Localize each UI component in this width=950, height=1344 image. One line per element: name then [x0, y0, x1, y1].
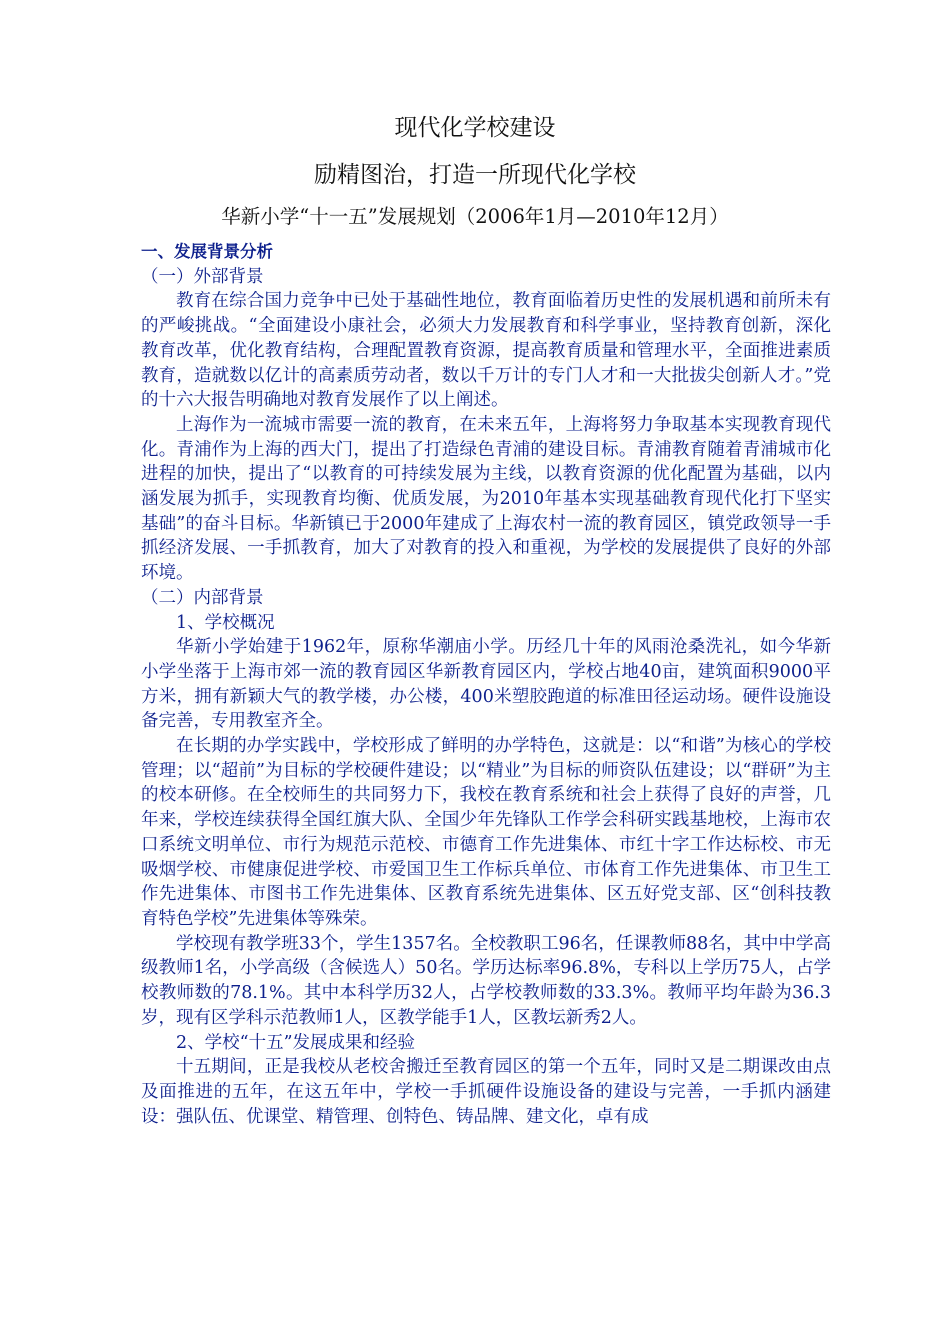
paragraph-achievements: 十五期间，正是我校从老校舍搬迁至教育园区的第一个五年，同时又是二期课改由点及面推进的五年，在这五年中，学校一手抓硬件设施设备的建设与完善，一手抓内涵建设：强队伍、优课堂、精管理、创特色、铸品牌、建文化，卓有成 — [141, 1057, 831, 1127]
plan-title: 华新小学“十一五”发展规划（2006年1月—2010年12月） — [221, 205, 729, 228]
paragraph-external-1: 教育在综合国力竞争中已处于基础性地位，教育面临着历史性的发展机遇和前所未有的严峻挑战。“全面建设小康社会，必须大力发展教育和科学事业，坚持教育创新，深化教育改革，优化教育结构，合理配置教育资源，提高教育质量和管理水平，全面推进素质教育，造就数以亿计的高素质劳动者，数以千万计的专门人才和一大批拔尖创新人才。”党的十六大报告明确地对教育发展作了以上阐述。 — [141, 291, 831, 411]
subsection-heading-external: （一）外部背景 — [141, 266, 264, 287]
item-heading-achievements: 2、学校“十五”发展成果和经验 — [176, 1032, 416, 1053]
document-subtitle: 励精图治，打造一所现代化学校 — [314, 162, 636, 188]
document-body — [141, 240, 831, 1129]
document-title: 现代化学校建设 — [394, 115, 556, 141]
section-heading-background: 一、发展背景分析 — [141, 242, 273, 261]
paragraph-external-2: 上海作为一流城市需要一流的教育，在未来五年，上海将努力争取基本实现教育现代化。青浦作为上海的西大门，提出了打造绿色青浦的建设目标。青浦教育随着青浦城市化进程的加快，提出了“以教育的可持续发展为主线，以教育资源的优化配置为基础，以内涵发展为抓手，实现教育均衡、优质发展，为2010年基本实现基础教育现代化打下坚实基础”的奋斗目标。华新镇已于2000年建成了上海农村一流的教育园区，镇党政领导一手抓经济发展、一手抓教育，加大了对教育的投入和重视，为学校的发展提供了良好的外部环境。 — [141, 414, 831, 584]
item-heading-school-overview: 1、学校概况 — [176, 612, 275, 633]
paragraph-school-overview: 华新小学始建于1962年，原称华潮庙小学。历经几十年的风雨沧桑洗礼，如今华新小学坐落于上海市郊一流的教育园区华新教育园区内，学校占地40亩，建筑面积9000平方米，拥有新颖大气的教学楼，办公楼，400米塑胶跑道的标准田径运动场。硬件设施设备完善，专用教室齐全。 — [141, 637, 831, 732]
paragraph-school-staff: 学校现有教学班33个，学生1357名。全校教职工96名，任课教师88名，其中中学高级教师1名，小学高级（含候选人）50名。学历达标率96.8%，专科以上学历75人，占学校教师数的78.1%。其中本科学历32人，占学校教师数的33.3%。教师平均年龄为36.3岁，现有区学科示范教师1人，区教学能手1人，区教坛新秀2人。 — [141, 933, 831, 1028]
paragraph-school-features: 在长期的办学实践中，学校形成了鲜明的办学特色，这就是：以“和谐”为核心的学校管理；以“超前”为目标的学校硬件建设；以“精业”为目标的师资队伍建设；以“群研”为主的校本研修。在全校师生的共同努力下，我校在教育系统和社会上获得了良好的声誉，几年来，学校连续获得全国红旗大队、全国少年先锋队工作学会科研实践基地校，上海市农口系统文明单位、市行为规范示范校、市德育工作先进集体、市红十字工作达标校、市无吸烟学校、市健康促进学校、市爱国卫生工作标兵单位、市体育工作先进集体、市卫生工作先进集体、市图书工作先进集体、区教育系统先进集体、区五好党支部、区“创科技教育特色学校”先进集体等殊荣。 — [141, 736, 831, 929]
subsection-heading-internal: （二）内部背景 — [141, 587, 264, 608]
